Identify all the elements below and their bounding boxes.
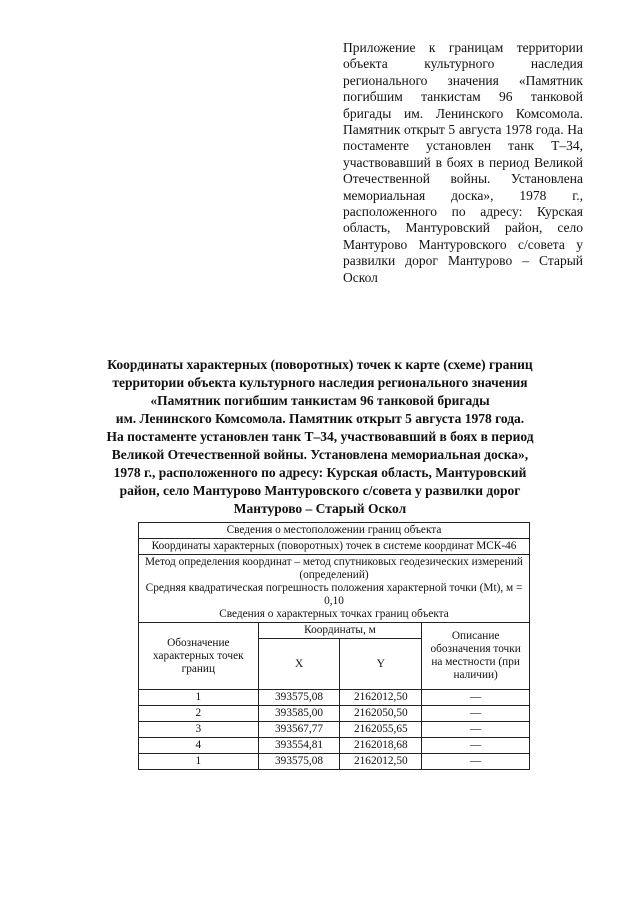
heading-line: территории объекта культурного наследия регионального значения xyxy=(112,375,528,390)
x-header: X xyxy=(258,639,340,690)
table-row xyxy=(139,722,530,738)
coordinates-table xyxy=(138,522,530,770)
heading-line: «Памятник погибшим танкистам 96 танковой бригады xyxy=(150,393,490,408)
accuracy-line: Средняя квадратическая погрешность положения характерной точки (Mt), м = 0,10 xyxy=(145,582,523,607)
point-y: 2162012,50 xyxy=(340,690,422,706)
table-row xyxy=(139,706,530,722)
point-y: 2162055,65 xyxy=(340,722,422,738)
point-x: 393567,77 xyxy=(258,722,340,738)
method-line: Метод определения координат – метод спутниковых геодезических измерений (определений) xyxy=(145,556,523,581)
point-id: 1 xyxy=(139,690,259,706)
heading-line: Координаты характерных (поворотных) точек к карте (схеме) границ xyxy=(107,357,533,372)
table-row xyxy=(139,754,530,770)
heading-line: район, село Мантурово Мантуровского с/совета у развилки дорог xyxy=(119,483,521,498)
heading-line: 1978 г., расположенного по адресу: Курская область, Мантуровский xyxy=(113,465,527,480)
point-y: 2162018,68 xyxy=(340,738,422,754)
point-y: 2162050,50 xyxy=(340,706,422,722)
point-description: — xyxy=(422,754,530,770)
description-header: Описание обозначения точки на местности (при наличии) xyxy=(422,623,530,690)
heading-line: Мантурово – Старый Оскол xyxy=(233,501,407,516)
annex-note: Приложение к границам территории объекта культурного наследия регионального значения «Памятник погибшим танкистам 96 танковой бригады им. Ленинского Комсомола. Памятник открыт 5 августа 1978 года. На постаменте установлен танк Т–34, участвовавший в боях в период Великой Отечественной войны. Установлена мемориальная доска», 1978 г., расположенного по адресу: Курская область, Мантуровский район, село Мантурово Мантуровского с/совета у развилки дорог Мантурово – Старый Оскол xyxy=(343,40,583,285)
point-x: 393575,08 xyxy=(258,690,340,706)
point-x: 393554,81 xyxy=(258,738,340,754)
table-row xyxy=(139,690,530,706)
point-id: 1 xyxy=(139,754,259,770)
document-heading xyxy=(60,356,580,518)
point-description: — xyxy=(422,722,530,738)
heading-line: Великой Отечественной войны. Установлена мемориальная доска», xyxy=(111,447,529,462)
y-header: Y xyxy=(340,639,422,690)
designation-header: Обозначение характерных точек границ xyxy=(139,623,259,690)
point-id: 2 xyxy=(139,706,259,722)
section-title-cell: Сведения о местоположении границ объекта xyxy=(139,523,530,539)
point-y: 2162012,50 xyxy=(340,754,422,770)
point-x: 393575,08 xyxy=(258,754,340,770)
point-id: 3 xyxy=(139,722,259,738)
point-description: — xyxy=(422,738,530,754)
coordinate-system-cell: Координаты характерных (поворотных) точек в системе координат МСК-46 xyxy=(139,539,530,555)
coordinates-header: Координаты, м xyxy=(258,623,422,639)
point-description: — xyxy=(422,690,530,706)
point-id: 4 xyxy=(139,738,259,754)
table-row xyxy=(139,738,530,754)
heading-line: На постаменте установлен танк Т–34, участвовавший в боях в период xyxy=(106,429,534,444)
point-x: 393585,00 xyxy=(258,706,340,722)
heading-line: им. Ленинского Комсомола. Памятник открыт 5 августа 1978 года. xyxy=(115,411,525,426)
point-description: — xyxy=(422,706,530,722)
points-info-line: Сведения о характерных точках границ объекта xyxy=(219,608,449,620)
method-cell xyxy=(139,555,530,623)
